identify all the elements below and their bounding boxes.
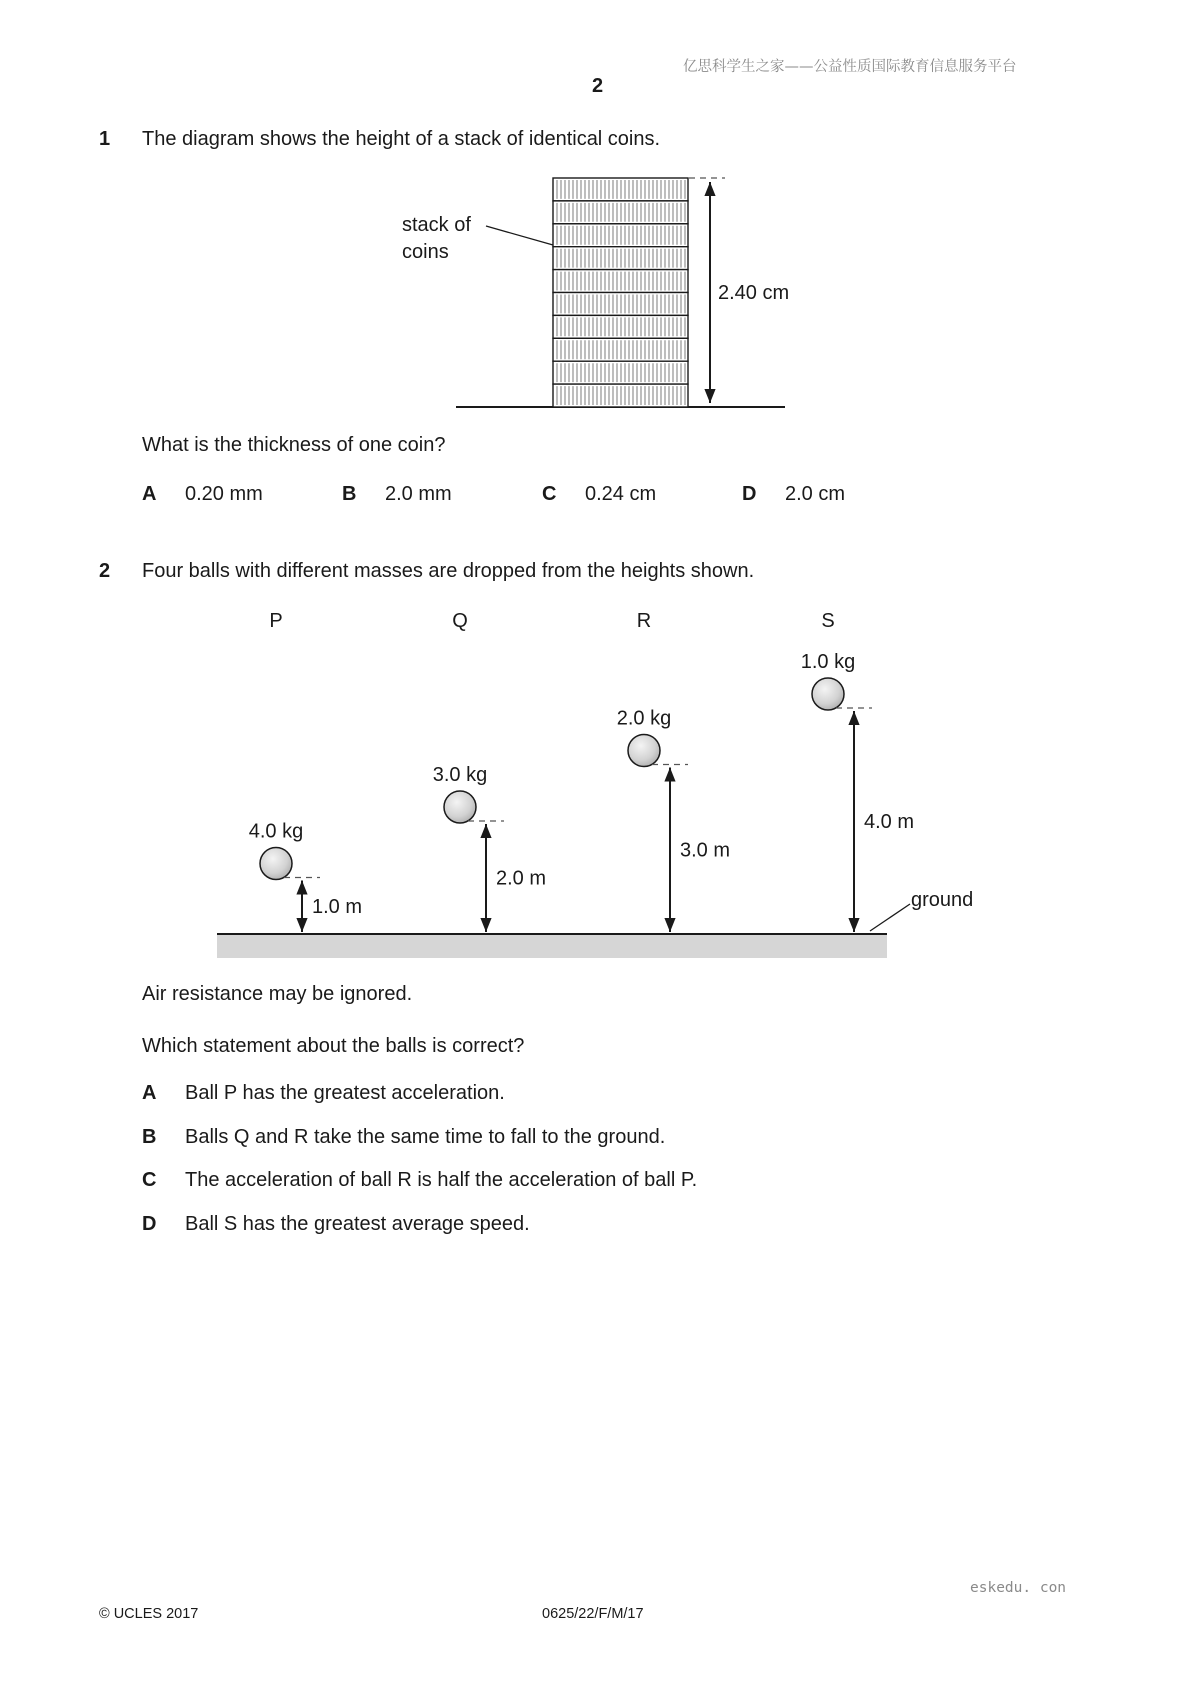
q1-option-b-letter: B [342, 483, 357, 505]
copyright: © UCLES 2017 [99, 1606, 199, 1622]
ball-letter: S [821, 610, 835, 632]
q1-option-d-text: 2.0 cm [785, 483, 846, 505]
balls-group [249, 610, 914, 932]
ball-mass-label: 4.0 kg [248, 820, 304, 843]
site-watermark: eskedu. con [970, 1580, 1067, 1596]
q2-option-a-letter: A [142, 1082, 157, 1104]
q2-option-d-letter: D [142, 1213, 157, 1235]
ball-circle [812, 678, 844, 710]
q2-option-b-letter: B [142, 1126, 157, 1148]
ball-circle [628, 735, 660, 767]
ball-q [433, 610, 546, 932]
q2-option-a-text: Ball P has the greatest acceleration. [185, 1082, 505, 1104]
q1-option-d-letter: D [742, 483, 757, 505]
ground-pointer-line [870, 904, 910, 931]
height-label: 2.0 m [496, 867, 547, 890]
q2-option-b-text: Balls Q and R take the same time to fall to the ground. [185, 1126, 666, 1148]
ball-mass-label: 3.0 kg [432, 764, 488, 786]
ball-letter: Q [452, 610, 468, 632]
ball-p [249, 610, 362, 932]
q2-option-c-text: The acceleration of ball R is half the acceleration of ball P. [185, 1169, 698, 1191]
height-label: 4.0 m [864, 811, 915, 833]
question-2-number: 2 [99, 560, 111, 582]
height-label: 2.40 cm [718, 282, 790, 304]
stack-label-line1: stack of [402, 214, 471, 236]
ball-circle [260, 848, 292, 880]
ball-mass-label: 2.0 kg [616, 707, 672, 730]
height-label: 1.0 m [312, 895, 363, 918]
question-2-stem: Four balls with different masses are dropped from the heights shown. [142, 560, 755, 582]
q2-option-c-letter: C [142, 1169, 157, 1191]
question-2-question: Which statement about the balls is correct? [142, 1035, 525, 1057]
question-1-question: What is the thickness of one coin? [142, 434, 446, 456]
ball-mass-label: 1.0 kg [800, 651, 856, 673]
stack-label-line2: coins [402, 241, 449, 263]
ball-letter: P [269, 610, 283, 632]
ball-r [617, 610, 730, 932]
ground-slab [217, 934, 887, 958]
ball-circle [444, 791, 476, 823]
ball-letter: R [636, 610, 652, 632]
height-label: 3.0 m [680, 839, 731, 862]
ground-label: ground [911, 889, 974, 911]
q1-option-c-text: 0.24 cm [585, 483, 657, 505]
q2-option-d-text: Ball S has the greatest average speed. [185, 1213, 530, 1235]
question-2-note: Air resistance may be ignored. [142, 983, 413, 1005]
page-number: 2 [592, 75, 604, 97]
q1-option-a-text: 0.20 mm [185, 483, 263, 505]
q1-option-c-letter: C [542, 483, 557, 505]
q1-option-a-letter: A [142, 483, 157, 505]
q1-option-b-text: 2.0 mm [385, 483, 452, 505]
ball-s [801, 610, 914, 932]
question-1-number: 1 [99, 128, 111, 150]
watermark: 亿思科学生之家——公益性质国际教育信息服务平台 [683, 59, 1017, 75]
question-1-stem: The diagram shows the height of a stack of identical coins. [142, 128, 661, 150]
paper-code: 0625/22/F/M/17 [542, 1606, 644, 1622]
